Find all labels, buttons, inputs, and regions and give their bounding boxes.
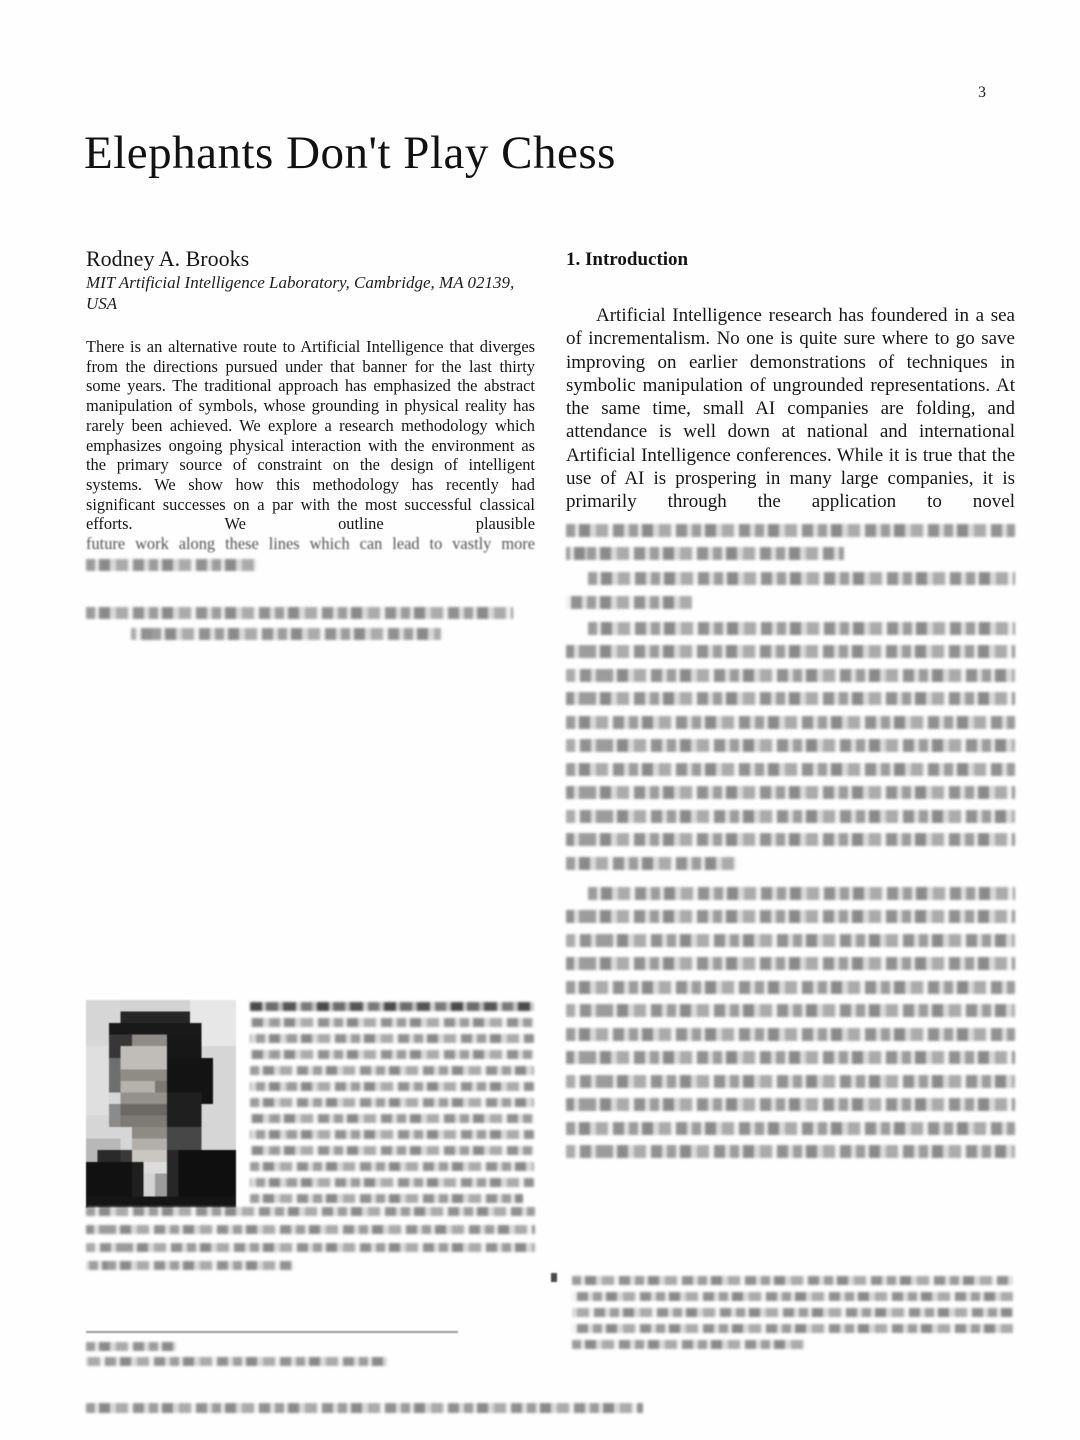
blurred-text-line: [566, 763, 1015, 776]
blurred-paragraph: [566, 622, 1015, 870]
blurred-text-line: [250, 1146, 534, 1155]
blurred-text-line: [250, 1050, 534, 1059]
publisher-line-blurred: [86, 1403, 643, 1413]
blurred-text-line: [572, 1324, 1013, 1333]
blurred-text-line: [86, 1207, 535, 1216]
introduction-paragraph: Artificial Intelligence research has foundered in a sea of incrementalism. No one is quite sure where to go save improving on earlier demonstrations of techniques in symbolic manipulation of ungrounded representations. At the same time, small AI companies are folding, and attendance is well down at national and international Artificial Intelligence conferences. While it is true that the use of AI is prospering in many large companies, it is primarily through the application to novel: [566, 305, 1015, 513]
footer-rule: [86, 1331, 458, 1333]
blurred-text-line: [250, 1178, 534, 1187]
blurred-text-line: [250, 1194, 523, 1203]
blurred-text-line: [566, 1051, 1015, 1064]
blurred-text-line: [588, 887, 1015, 900]
paper-title: Elephants Don't Play Chess: [84, 127, 616, 179]
blurred-text-line: [86, 1243, 535, 1252]
keywords-blurred-block: [86, 607, 535, 640]
blurred-text-line: [250, 1130, 534, 1139]
abstract-text: There is an alternative route to Artificial Intelligence that diverges from the directions pursued under that banner for the last thirty some years. The traditional approach has emphasized the abstract manipulation of symbols, whose grounding in physical reality has rarely been achieved. We explore a research methodology which emphasizes ongoing physical interaction with the environment as the primary source of constraint on the design of intelligent systems. We show how this methodology has recently had significant successes on a par with the most successful classical efforts. We outline plausible: [86, 337, 535, 534]
blurred-text-line: [86, 1403, 643, 1413]
bio-continuation-blurred: [86, 1207, 535, 1279]
blurred-text-line: [86, 1357, 387, 1366]
blurred-text-line: [566, 669, 1015, 682]
abstract-degraded-line: future work along these lines which can lead to vastly more: [86, 534, 535, 554]
blurred-text-line: [566, 957, 1015, 970]
blurred-text-line: [566, 645, 1015, 658]
author-bio-section: [86, 1000, 535, 1208]
blurred-text-line: [566, 524, 1015, 537]
blurred-paragraph: [566, 572, 1015, 609]
blurred-paragraph: [566, 887, 1015, 1159]
author-affiliation-line1: MIT Artificial Intelligence Laboratory, Cambridge, MA 02139,: [86, 273, 515, 292]
blurred-text-line: [588, 572, 1015, 585]
footnote-marker: [551, 1273, 557, 1282]
blurred-text-line: [566, 547, 844, 560]
blurred-text-line: [250, 1162, 534, 1171]
blurred-text-line: [250, 1034, 534, 1043]
blurred-text-line: [588, 622, 1015, 635]
blurred-text-line: [566, 1145, 1015, 1158]
blurred-text-line: [566, 1122, 1015, 1135]
blurred-text-line: [572, 1292, 1013, 1301]
blurred-text-line: [86, 1342, 176, 1351]
blurred-text-line: [566, 1075, 1015, 1088]
blurred-text-line: [86, 1225, 535, 1234]
blurred-text-line: [86, 607, 513, 619]
blurred-text-line: [566, 857, 737, 870]
author-photo: [86, 1000, 236, 1208]
blurred-text-line: [86, 1261, 293, 1270]
blurred-text-line: [131, 628, 441, 640]
blurred-text-line: [566, 716, 1015, 729]
blurred-text-line: [250, 1082, 534, 1091]
introduction-heading: 1. Introduction: [566, 249, 689, 270]
blurred-text-line: [250, 1066, 534, 1075]
author-name: Rodney A. Brooks: [86, 246, 250, 271]
blurred-paragraph-tail: [566, 524, 1015, 561]
blurred-text-line: [566, 934, 1015, 947]
right-column: [566, 249, 1015, 1169]
blurred-text-line: [566, 786, 1015, 799]
blurred-text-line: [250, 1002, 534, 1011]
blurred-text-line: [566, 981, 1015, 994]
author-bio-blurred-text: [250, 1002, 534, 1210]
blurred-text-line: [566, 1004, 1015, 1017]
blurred-text-line: [250, 1114, 534, 1123]
blurred-text-line: [566, 810, 1015, 823]
blurred-text-line: [566, 739, 1015, 752]
blurred-text-line: [86, 559, 257, 571]
blurred-text-line: [572, 1340, 806, 1349]
blurred-text-line: [250, 1098, 534, 1107]
author-affiliation-line2: USA: [86, 294, 118, 313]
blurred-text-line: [566, 596, 692, 609]
blurred-text-line: [566, 692, 1015, 705]
blurred-text-line: [566, 910, 1015, 923]
blurred-text-line: [572, 1308, 1013, 1317]
journal-info-blurred: [86, 1342, 535, 1372]
blurred-text-line: [250, 1018, 534, 1027]
left-column: [86, 246, 535, 649]
footnote-blurred-text: [572, 1276, 1013, 1356]
blurred-text-line: [566, 1098, 1015, 1111]
blurred-text-line: [572, 1276, 1013, 1285]
page-number: 3: [978, 84, 986, 101]
blurred-text-line: [566, 1028, 1015, 1041]
abstract-blurred-tail: [86, 559, 535, 571]
blurred-text-line: [566, 833, 1015, 846]
